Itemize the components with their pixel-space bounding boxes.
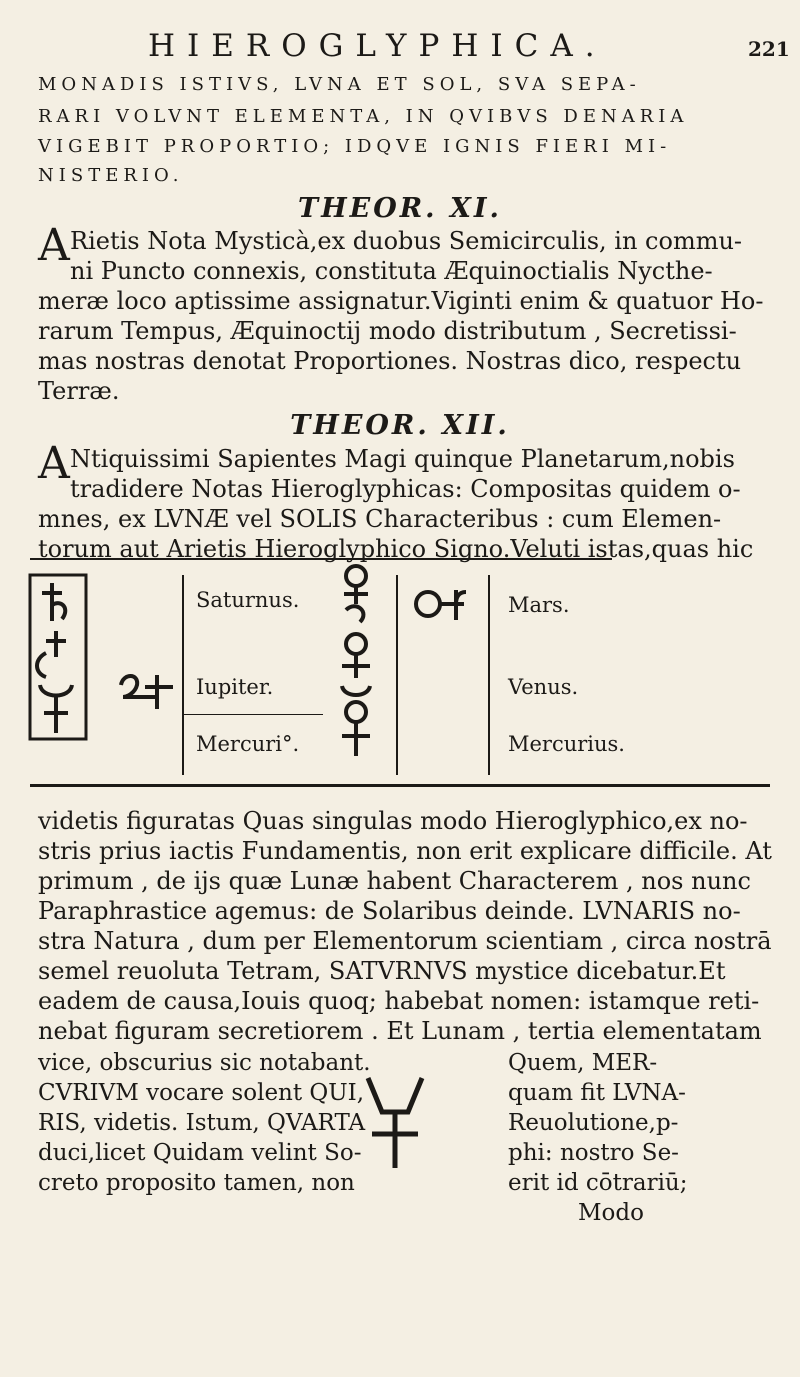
text-line: nebat figuram secretiorem . Et Lunam , tertia elementatam — [38, 1017, 762, 1045]
saturnus-label: Saturnus. — [196, 588, 300, 612]
venus-label: Venus. — [508, 675, 579, 699]
text-line: Paraphrastice agemus: de Solaribus deinde. LVNARIS no- — [38, 897, 741, 925]
table-divider — [488, 575, 490, 775]
text-line: phi: nostro Se- — [508, 1140, 679, 1166]
text-line: CVRIVM vocare solent QUI, — [38, 1080, 365, 1106]
right-column-text — [508, 1048, 688, 1228]
table-top-rule — [30, 558, 612, 560]
text-line: tradidere Notas Hieroglyphicas: Compositas quidem o- — [70, 475, 741, 503]
table-divider — [182, 575, 184, 775]
left-column-text — [38, 1048, 371, 1198]
text-line: RIS, videtis. Istum, QVARTA — [38, 1110, 366, 1136]
theorem-xi-text — [38, 220, 778, 406]
subtitle-line: NISTERIO. — [38, 165, 184, 186]
text-line: creto proposito tamen, non — [38, 1170, 355, 1196]
text-line: stra Natura , dum per Elementorum scientiam , circa nostrā — [38, 927, 772, 955]
table-row-divider — [183, 714, 323, 715]
table-divider — [396, 575, 398, 775]
mercurius-label: Mercurius. — [508, 732, 625, 756]
theorem-xi-heading: THEOR. XI. — [298, 193, 502, 224]
mars-icon — [410, 584, 480, 624]
text-line: meræ loco aptissime assignatur.Viginti enim & quatuor Ho- — [38, 287, 764, 315]
text-line: torum aut Arietis Hieroglyphico Signo.Veluti istas,quas hic — [38, 535, 754, 563]
text-line: Rietis Nota Mysticà,ex duobus Semicirculis, in commu- — [70, 227, 743, 255]
subtitle-line: RARI VOLVNT ELEMENTA, IN QVIBVS DENARIA — [38, 106, 689, 127]
center-glyph-column — [326, 560, 386, 760]
text-line: videtis figuratas Quas singulas modo Hieroglyphico,ex no- — [38, 807, 748, 835]
text-line: quam fit LVNA- — [508, 1080, 686, 1106]
running-title: HIEROGLYPHICA. — [148, 28, 607, 64]
text-line: primum , de ijs quæ Lunæ habent Characterem , nos nunc — [38, 867, 751, 895]
venus-icon — [342, 634, 370, 678]
subtitle-line: VIGEBIT PROPORTIO; IDQVE IGNIS FIERI MI- — [38, 136, 672, 157]
mercury-lunar-icon — [360, 1072, 430, 1172]
mercuri-label: Mercuri°. — [196, 732, 300, 756]
theorem-xii-heading: THEOR. XII. — [290, 410, 510, 441]
subtitle-line: MONADIS ISTIVS, LVNA ET SOL, SVA SEPA- — [38, 74, 641, 95]
page-number: 221 — [748, 37, 790, 61]
text-line: eadem de causa,Iouis quoq; habebat nomen: istamque reti- — [38, 987, 760, 1015]
theorem-xi-dropcap: A — [38, 220, 70, 271]
text-line: Quem, MER- — [508, 1050, 658, 1076]
text-line: mnes, ex LVNÆ vel SOLIS Characteribus : cum Elemen- — [38, 505, 722, 533]
mercury-icon — [40, 685, 72, 733]
theorem-xii-text — [38, 438, 778, 564]
text-line: duci,licet Quidam velint So- — [38, 1140, 362, 1166]
theorem-xii-dropcap: A — [38, 438, 70, 489]
jupiter-icon — [117, 663, 181, 711]
running-head — [0, 28, 800, 68]
text-line: Terræ. — [38, 377, 120, 405]
text-line: Reuolutione,p- — [508, 1110, 679, 1136]
mercury-icon — [342, 686, 370, 756]
text-line: Ntiquissimi Sapientes Magi quinque Planetarum,nobis — [70, 445, 735, 473]
text-line: mas nostras denotat Proportiones. Nostras dico, respectu — [38, 347, 742, 375]
text-line: vice, obscurius sic notabant. — [38, 1050, 371, 1076]
mars-label: Mars. — [508, 593, 570, 617]
table-bottom-rule — [30, 784, 770, 787]
saturn-mars-mercury-box — [28, 573, 88, 741]
saturn-icon — [42, 583, 65, 621]
mars-icon — [37, 631, 66, 677]
text-line: ni Puncto connexis, constituta Æquinoctialis Nycthe- — [70, 257, 713, 285]
text-line: erit id cōtrariū; — [508, 1170, 688, 1196]
body-paragraph — [38, 806, 778, 1046]
text-line: semel reuoluta Tetram, SATVRNVS mystice dicebatur.Et — [38, 957, 726, 985]
text-line: stris prius iactis Fundamentis, non erit explicare difficile. At — [38, 837, 772, 865]
text-line: rarum Tempus, Æquinoctij modo distributum , Secretissi- — [38, 317, 737, 345]
catchword: Modo — [578, 1200, 644, 1226]
iupiter-label: Iupiter. — [196, 675, 274, 699]
venus-icon — [344, 566, 368, 622]
